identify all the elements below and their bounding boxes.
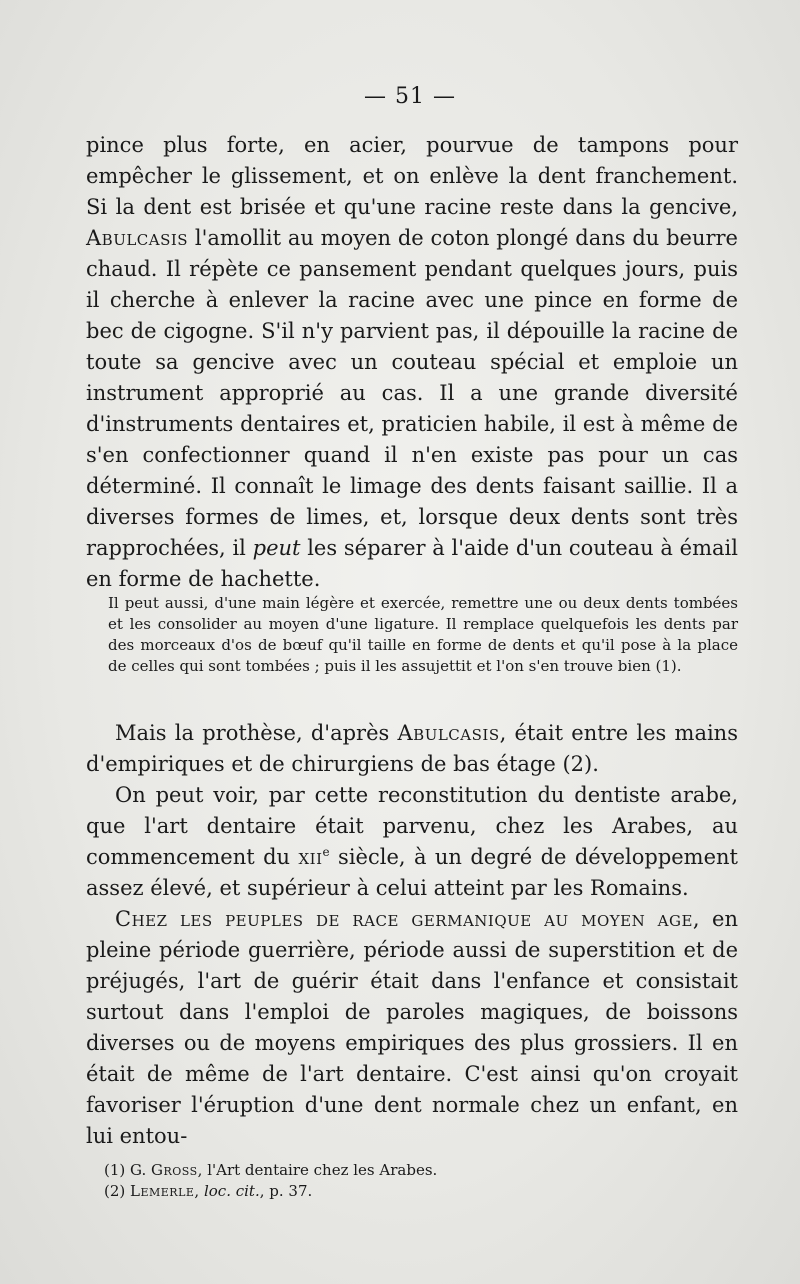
paragraph-text: , était entre les mains d'empiriques et de chirurgiens de bas étage (2).	[86, 721, 738, 776]
body-text-bottom	[86, 718, 738, 1152]
century-suffix: e	[322, 845, 330, 859]
paragraph-text: On peut voir, par cette reconstitution du dentiste arabe, que l'art dentaire était parvenu, chez les Arabes, au commencement du	[86, 783, 738, 869]
paragraph-text: Mais la prothèse, d'après	[115, 721, 398, 745]
footnotes	[104, 1160, 744, 1202]
paragraph-reconstitution	[86, 780, 738, 904]
body-text-top	[86, 130, 738, 595]
author-name: Abulcasis	[86, 226, 189, 250]
page-number: — 51 —	[364, 84, 456, 109]
footnote-text: , p. 37.	[259, 1182, 313, 1200]
footnote-1	[104, 1160, 744, 1181]
emphasis-text: peut	[252, 536, 301, 560]
paragraph-extraction	[86, 130, 738, 595]
footnote-2	[104, 1181, 744, 1202]
paragraph-text: en pleine période guerrière, période aussi de superstition et de préjugés, l'art de guérir était dans l'enfance et consistait surtout dans l'emploi de paroles magiques, de boissons diverses ou de moyens empiriques des plus grossiers. Il en était de même de l'art dentaire. C'est ainsi qu'on croyait favoriser l'éruption d'une dent normale chez un enfant, en lui entou-	[86, 907, 738, 1148]
paragraph-text: les séparer à l'aide d'un couteau à émail en forme de hachette.	[86, 536, 738, 591]
block-quote: Il peut aussi, d'une main légère et exercée, remettre une ou deux dents tombées et les consolider au moyen d'une ligature. Il remplace quelquefois les dents par des morceaux d'os de bœuf qu'il taille en forme de dents et qu'il pose à la place de celles qui sont tombées ; puis il les assujettit et l'on s'en trouve bien (1).	[108, 594, 738, 675]
author-name: Abulcasis	[397, 721, 500, 745]
paragraph-text: pince plus forte, en acier, pourvue de tampons pour empêcher le glissement, et on enlève la dent franchement. Si la dent est brisée et qu'une racine reste dans la gencive,	[86, 133, 738, 219]
footnote-marker: (2)	[104, 1182, 131, 1200]
paragraph-text: l'amollit au moyen de coton plongé dans du beurre chaud. Il répète ce pansement pendant quelques jours, puis il cherche à enlever la racine avec une pince en forme de bec de cigogne. S'il n'y parvient pas, il dépouille la racine de toute sa gencive avec un couteau spécial et emploie un instrument approprié au cas. Il a une grande diversité d'instruments dentaires et, praticien habile, il est à même de s'en confectionner quand il n'en existe pas pour un cas déterminé. Il connaît le limage des dents faisant saillie. Il a diverses formes de limes, et, lorsque deux dents sont très rapprochées, il	[86, 226, 738, 560]
paragraph-text: siècle, à un degré de développement assez élevé, et supérieur à celui atteint par les Romains.	[86, 845, 738, 900]
footnote-text: ,	[194, 1182, 204, 1200]
paragraph-germanic	[86, 904, 738, 1152]
footnote-marker: (1) G.	[104, 1161, 151, 1179]
footnote-italic: loc. cit.	[203, 1182, 260, 1200]
footnote-author: Lemerle	[130, 1182, 195, 1200]
century-numeral: xii	[298, 845, 323, 869]
section-heading: Chez les peuples de race germanique au moyen age,	[115, 907, 701, 931]
footnote-author: Gross	[151, 1161, 198, 1179]
footnote-text: , l'Art dentaire chez les Arabes.	[197, 1161, 438, 1179]
paragraph-prosthesis	[86, 718, 738, 780]
